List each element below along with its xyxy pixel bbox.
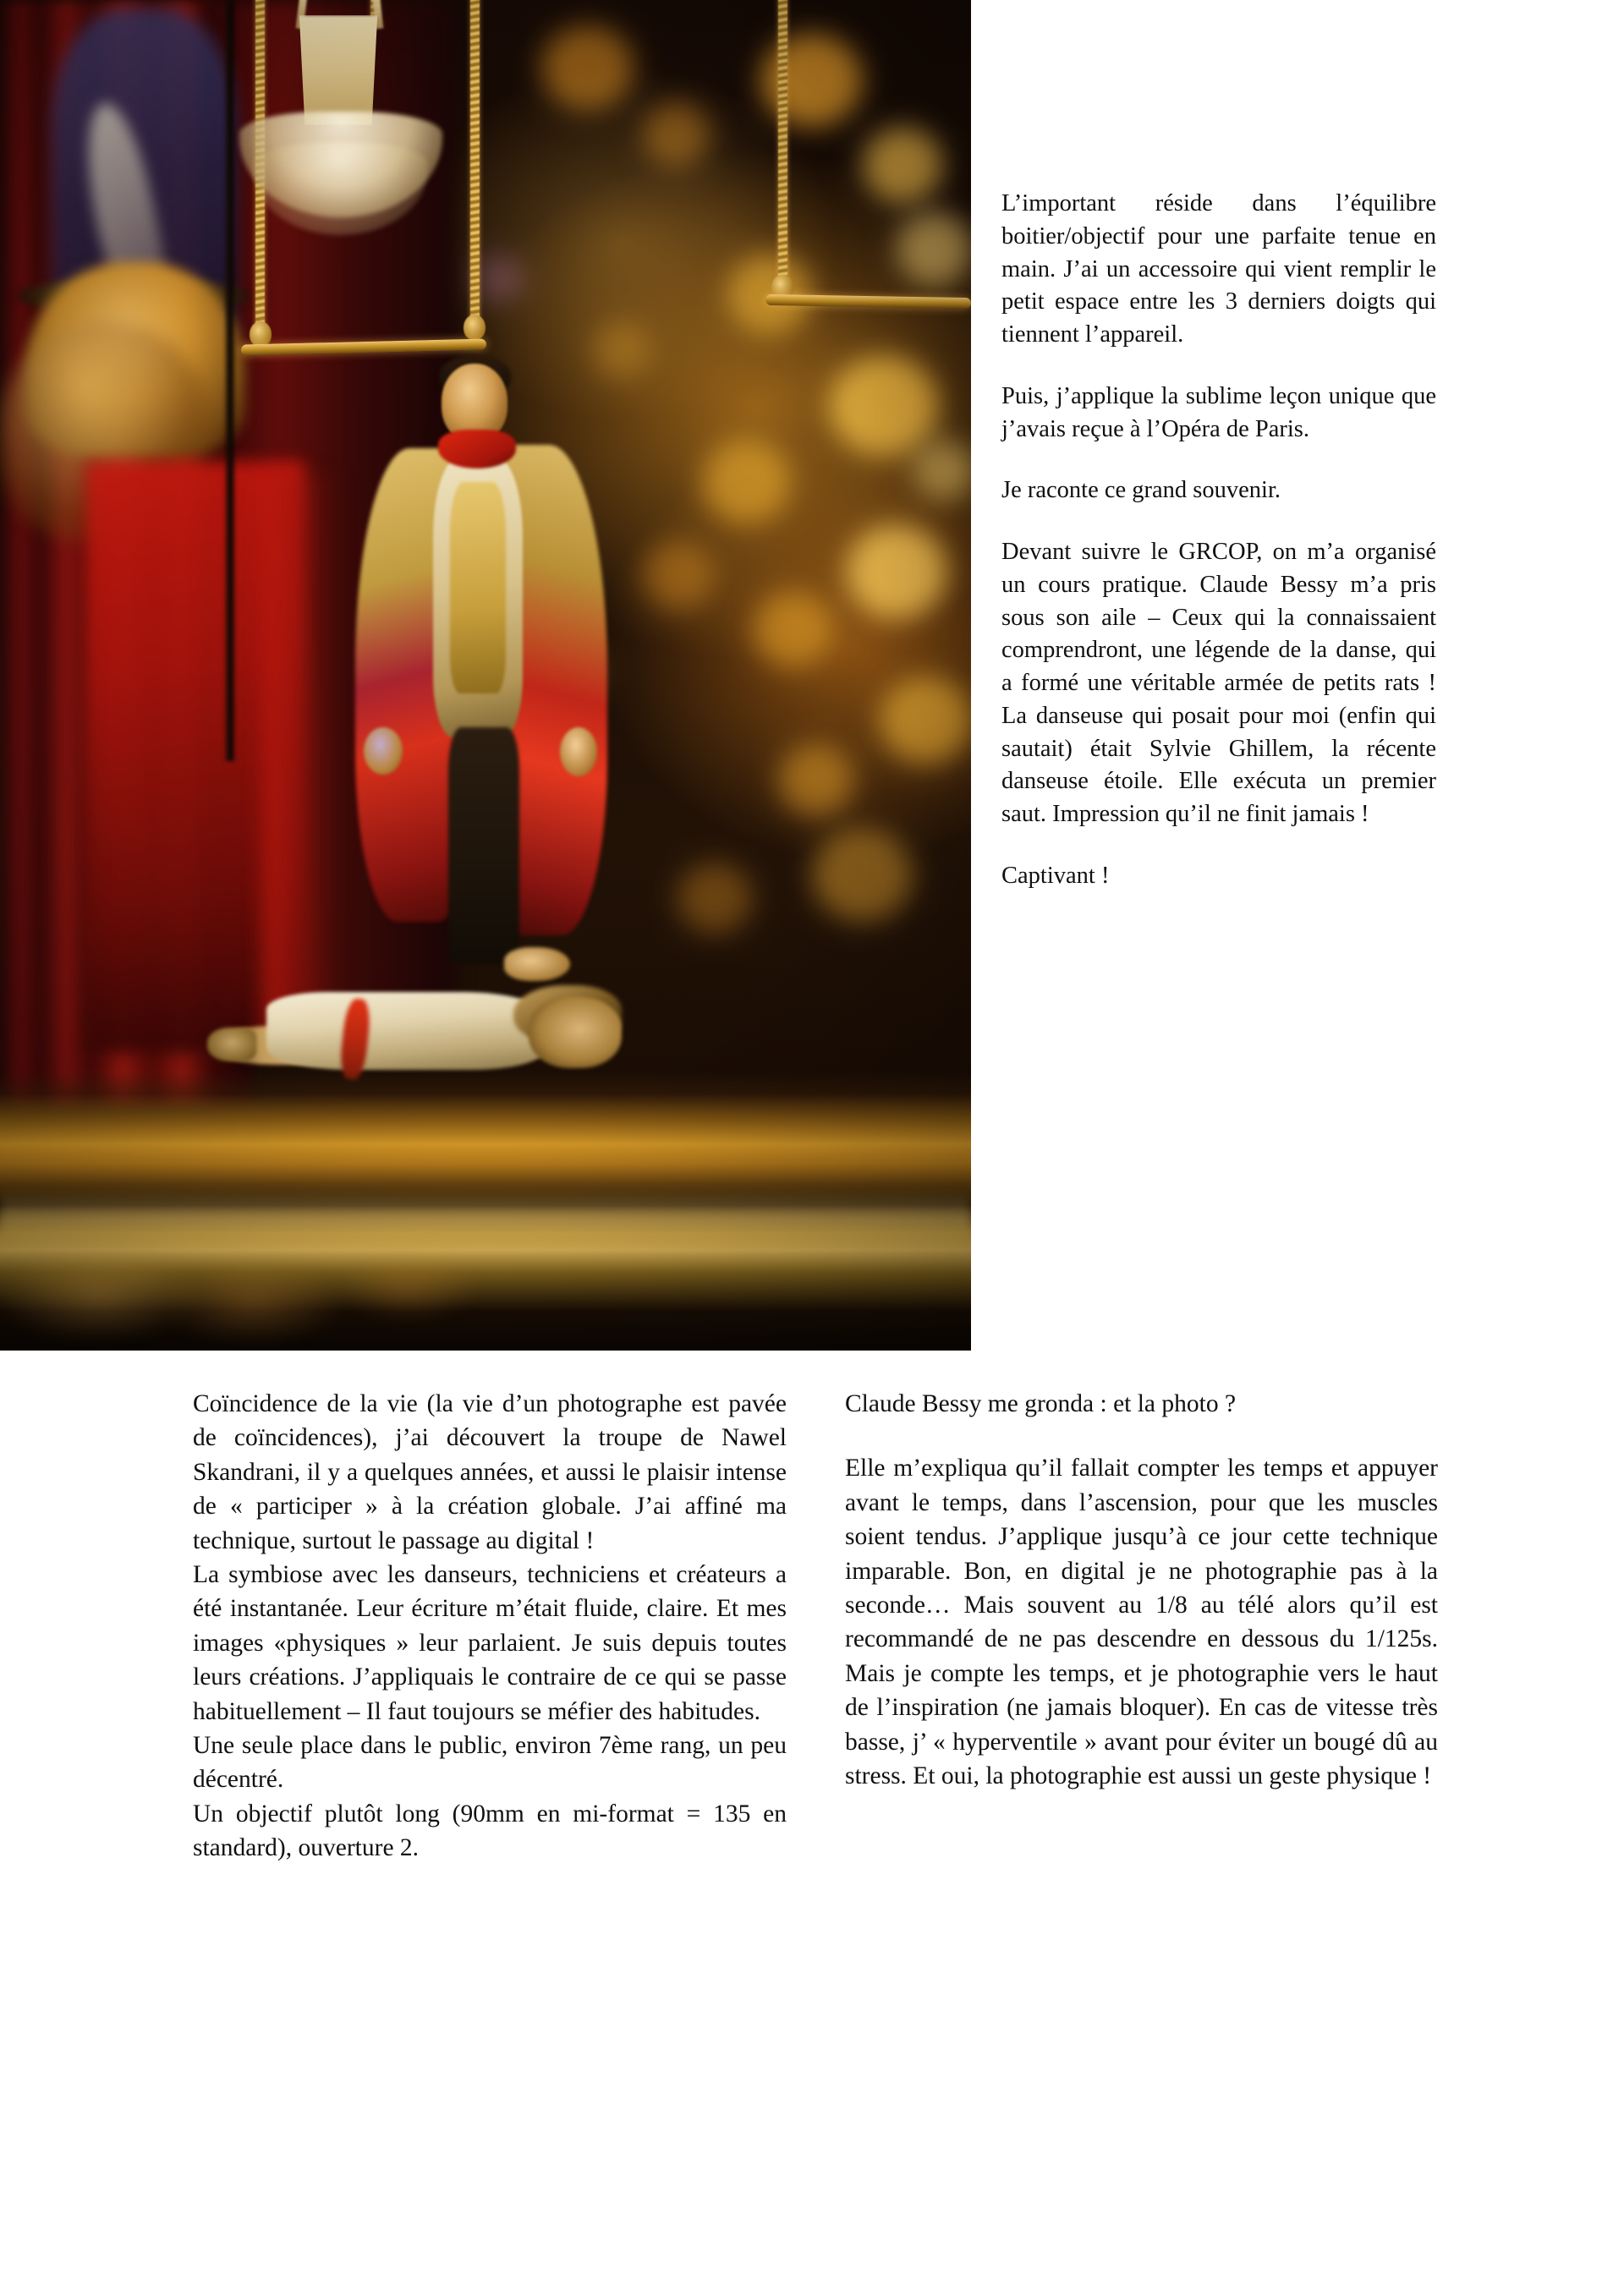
bokeh-light [880,677,971,764]
standing-dancer [338,364,617,1082]
bokeh-light [677,863,753,934]
bokeh-light [761,34,863,127]
paragraph: Puis, j’applique la sublime leçon unique que j’avais reçue à l’Opéra de Paris. [1001,382,1436,442]
paragraph: Elle m’expliqua qu’il fallait compter les temps et appuyer avant le temps, dans l’ascension, pour que les muscles soient tendus. J’applique jusqu’à ce jour cette technique imparable. Bon, en digital je ne photographie pas à la seconde… Mais souvent au 1/8 au télé alors qu’il est recommandé de ne pas descendre en dessous du 1/125s. Mais je compte les temps, et je photographie vers le haut de l’inspiration (ne jamais bloquer). En cas de vitesse très basse, j’ « hyperventile » avant pour éviter un bougé dû au stress. Et oui, la photographie est aussi un geste physique ! [845,1455,1438,1790]
paragraph: Une seule place dans le public, environ 7ème rang, un peu décentré. [193,1732,787,1794]
dancer-red-scarf [438,430,516,469]
stage-floor-reflection [0,1224,971,1351]
bokeh-light [541,25,634,110]
paragraph: Devant suivre le GRCOP, on m’a organisé un cours pratique. Claude Bessy m’a pris sous son aile – Ceux qui la connaissaient comprendront, une légende de la danse, qui a formé une véritable armée de petits rats ! La danseuse qui posait pour moi (enfin qui sautait) était Sylvie Ghillem, la récente danseuse étoile. Elle exécuta un premier saut. Impression qu’il ne finit jamais ! [1001,539,1436,827]
paragraph: Captivant ! [1001,862,1110,889]
trapeze-rope [778,0,787,288]
bokeh-light [812,829,914,922]
dancer-trousers [448,727,519,964]
stage-photograph [0,0,971,1351]
dancer-hand-left [364,727,403,775]
bokeh-light [897,211,971,286]
stage-pole [224,0,236,761]
bokeh-light [474,254,524,303]
trapeze-rope [470,0,480,330]
paragraph: L’important réside dans l’équilibre boitier/objectif pour une parfaite tenue en main. J’ai un accessoire qui vient remplir le petit espace entre les 3 derniers doigts qui tiennent l’appareil. [1001,190,1436,348]
paragraph: Je raconte ce grand souvenir. [1001,477,1281,504]
lying-dancer-shoe [207,1027,256,1061]
dancer-hand-right [560,727,597,776]
tutu-bodice [292,15,385,125]
bokeh-light [702,440,791,524]
bokeh-light [643,541,715,611]
lying-dancer-dress [266,992,546,1070]
bokeh-light [863,127,943,203]
bokeh-light [778,744,854,817]
bottom-right-text-column [845,1387,1438,1793]
bokeh-light [753,592,833,668]
top-right-text-column [1001,188,1436,893]
trapeze-knot [250,321,272,347]
dancer-foot [504,947,570,981]
red-stage-panel-edge [262,474,338,1049]
trapeze-knot [464,315,486,340]
bottom-left-text-column [193,1387,787,1866]
paragraph: Coïncidence de la vie (la vie d’un photographe est pavée de coïncidences), j’ai découvert la troupe de Nawel Skandrani, il y a quelques années, et aussi le plaisir intense de « participer » à la création globale. J’ai affiné ma technique, surtout le passage au digital ! [193,1390,787,1554]
lying-dancer-arm [579,1043,749,1070]
bokeh-light [829,355,939,457]
paragraph: Un objectif plutôt long (90mm en mi-format = 135 en standard), ouverture 2. [193,1800,787,1862]
paragraph: Claude Bessy me gronda : et la photo ? [845,1390,1237,1417]
bokeh-light [914,440,971,501]
bokeh-light [643,101,710,167]
dancer-vest [450,482,506,693]
paragraph: La symbiose avec les danseurs, techniciens et créateurs a été instantanée. Leur écriture m’était fluide, claire. Et mes images «physiques » leur parlaient. Je suis depuis toutes leurs créations. J’appliquais le contraire de ce qui se passe habituellement – Il faut toujours se méfier des habitudes. [193,1561,787,1725]
bokeh-light [846,524,947,619]
